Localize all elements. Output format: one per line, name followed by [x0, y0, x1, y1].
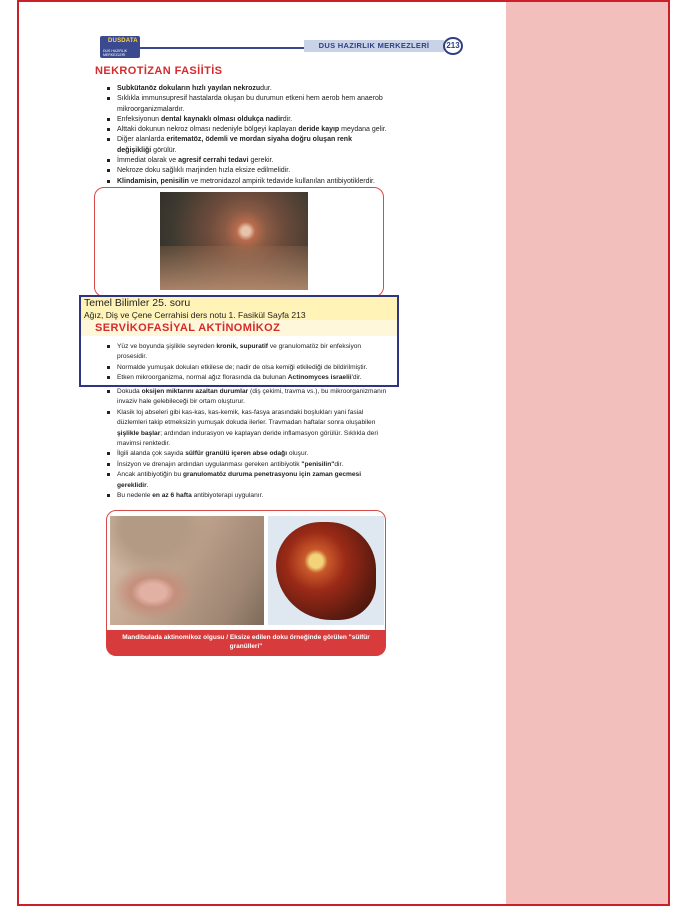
- annotation-box: [79, 295, 399, 387]
- bullet-text: Diğer alanlarda: [117, 136, 167, 144]
- bullet-emphasis: sülfür granülü içeren abse odağı: [185, 450, 288, 458]
- page-number-badge: 213: [443, 37, 463, 55]
- bullet-emphasis: oksijen miktarını azaltan durumlar: [141, 388, 249, 395]
- header-band: [304, 40, 444, 52]
- bullet-emphasis: Subkütanöz dokuların hızlı yayılan nekrozu: [117, 85, 261, 92]
- clinical-photo-skin-shade: [160, 246, 308, 290]
- bullet-text: antibiyoterapi uygulanır.: [191, 492, 264, 500]
- bullet-item: [105, 125, 388, 135]
- side-panel: [506, 2, 668, 904]
- bullet-item: [105, 387, 388, 408]
- figure-caption: Mandibulada aktinomikoz olgusu / Eksize edilen doku örneğinde görülen "sülfür granülleri": [122, 634, 370, 650]
- note-reference-line1: Temel Bilimler 25. soru: [84, 297, 191, 309]
- bullet-text: görülür.: [151, 146, 177, 154]
- bullet-item: [105, 84, 388, 94]
- bullet-item: [105, 166, 388, 176]
- bullet-text: Etken mikroorganizma, normal ağız florasında da bulunan: [117, 374, 288, 382]
- bullet-text: gerekir.: [248, 157, 274, 165]
- note-reference-line2: Ağız, Diş ve Çene Cerrahisi ders notu 1. Fasikül Sayfa 213: [84, 310, 306, 320]
- aktinomikoz-bullets: [105, 387, 388, 501]
- bullet-item: [105, 408, 388, 450]
- bullet-text: Ancak antibiyotiğin bu: [117, 471, 183, 479]
- bullet-text: Yüz ve boyunda şişlikle seyreden: [117, 343, 217, 350]
- bullet-text: Alttaki dokunun nekroz olması nedeniyle bölgeyi kaplayan: [117, 126, 299, 134]
- bullet-item: [105, 135, 388, 156]
- bullet-text: Klasik loj abseleri gibi kas-kas, kas-kemik, kas-fasya arasındaki boşlukları yani fasial düzlemleri takip etmeksizin yumuşak dokuda ilerler. Travmadan haftalar sonra oluşabilen: [117, 408, 376, 427]
- bullet-text: ; ardından indurasyon ve kaplayan deride inflamasyon görülür. Sıklıkla deri mavimsi renktedir.: [117, 429, 378, 448]
- bullet-item: [105, 156, 388, 166]
- bullet-emphasis: şişlikle başlar: [117, 429, 161, 437]
- bullet-text: Bu nedenle: [117, 492, 153, 500]
- bullet-item: [105, 449, 388, 459]
- publisher-logo: [100, 36, 140, 58]
- header-title: DUS HAZIRLIK MERKEZLERİ: [318, 41, 430, 50]
- bullet-text: ve metronidazol ampirik tedavide kullanılan antibiyotiklerdir.: [188, 177, 375, 185]
- logo-subtext: DUS HAZIRLIK MERKEZLERİ: [103, 49, 128, 57]
- bullet-text: dur.: [260, 85, 272, 92]
- bullet-item: [105, 177, 388, 187]
- bullet-text: oluşur.: [287, 450, 309, 458]
- section-title-aktinomikoz: SERVİKOFASİYAL AKTİNOMİKOZ: [95, 322, 281, 334]
- bullet-emphasis: deride kayıp: [298, 126, 340, 134]
- bullet-emphasis: Klindamisin, penisilin: [117, 177, 189, 185]
- bullet-text: İlgili alanda çok sayıda: [117, 450, 186, 458]
- bullet-text: Sıklıkla immunsupresif hastalarda oluşan bu durumun etkeni hem aerob hem anaerob mikroorganizmalardır.: [117, 95, 383, 113]
- bullet-emphasis: dental kaynaklı olması oldukça nadir: [160, 115, 283, 123]
- clinical-photo-mandible: [110, 516, 264, 625]
- bullet-emphasis: granulomatöz duruma penetrasyonu için zaman gecmesi gereklidir: [117, 471, 362, 489]
- section-title-nekrotizan: NEKROTİZAN FASİİTİS: [95, 65, 223, 77]
- bullet-text: Enfeksiyonun: [117, 115, 161, 123]
- bullet-emphasis: eritematöz, ödemli ve mordan siyaha doğru oluşan renk değişikliği: [117, 136, 352, 154]
- header-rule: [140, 47, 305, 49]
- bullet-text: 'dir.: [351, 374, 362, 382]
- bullet-emphasis: en az 6 hafta: [152, 492, 192, 500]
- bullet-text: Dokuda: [117, 388, 142, 395]
- bullet-item: [105, 470, 388, 491]
- bullet-item: [105, 491, 388, 501]
- bullet-text: İnsizyon ve drenajın ardından uygulanması gereken antibiyotik: [117, 460, 302, 468]
- bullet-text: (diş çekimi, travma vs.), bu mikroorganizmanın invaziv hale gelebileceği bir ortam oluşturur.: [117, 388, 387, 406]
- logo-text: DUSDATA: [108, 38, 138, 44]
- bullet-emphasis: Actinomyces israelii: [287, 374, 352, 382]
- bullet-text: .: [146, 481, 149, 489]
- nekrotizan-bullet-list: [105, 84, 388, 187]
- bullet-text: Normalde yumuşak dokuları etkilese de; nadir de olsa kemiği etkilediği de bildirilmiştir.: [117, 363, 368, 371]
- bullet-item: [105, 115, 388, 125]
- bullet-text: Nekroze doku sağlıklı marjinden hızla eksize edilmelidir.: [117, 167, 291, 175]
- bullet-item: [105, 94, 388, 115]
- bullet-text: İmmediat olarak ve: [117, 157, 179, 165]
- figure-caption-bar: [106, 630, 386, 656]
- bullet-emphasis: agresif cerrahi tedavi: [178, 157, 249, 165]
- bullet-item: [105, 460, 388, 470]
- bullet-text: ve granulomatöz bir enfeksiyon prosesidir.: [117, 343, 362, 361]
- bullet-text: meydana gelir.: [339, 126, 387, 134]
- bullet-text: dir.: [282, 115, 293, 123]
- bullet-emphasis: "penisilin": [301, 460, 335, 468]
- bullet-emphasis: kronik, supuratif: [216, 343, 268, 350]
- bullet-text: dir.: [334, 460, 344, 468]
